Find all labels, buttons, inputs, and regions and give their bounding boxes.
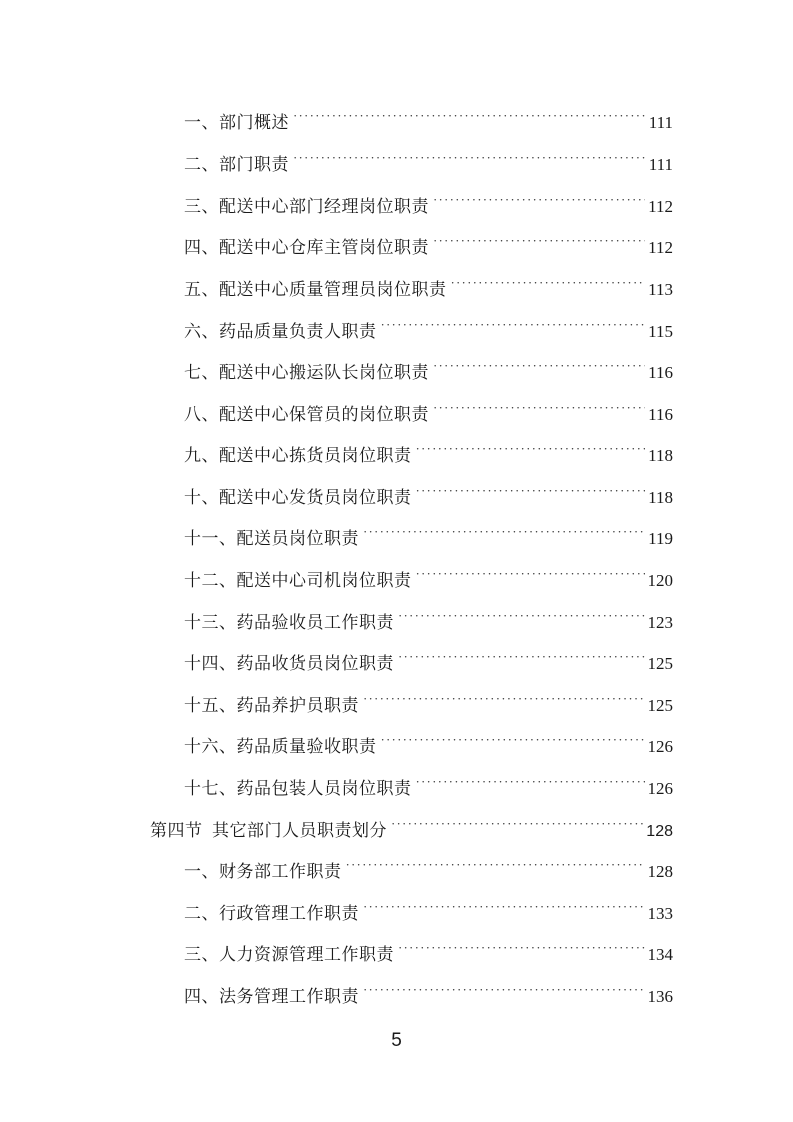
toc-entry[interactable] <box>184 229 673 257</box>
toc-entry-title: 十二、配送中心司机岗位职责 <box>184 571 412 590</box>
toc-entry[interactable] <box>184 604 673 632</box>
toc-section-entry[interactable] <box>150 812 673 840</box>
toc-entry[interactable] <box>184 562 673 590</box>
toc-entry-page: 128 <box>646 823 673 840</box>
dot-leader <box>416 437 646 461</box>
toc-entry-page: 118 <box>648 488 673 507</box>
toc-entry-page: 111 <box>648 113 673 132</box>
dot-leader <box>293 104 646 128</box>
toc-entry-title: 十五、药品养护员职责 <box>184 696 359 715</box>
toc-entry-page: 125 <box>647 696 673 715</box>
dot-leader <box>416 479 646 503</box>
dot-leader <box>451 271 646 295</box>
toc-entry[interactable] <box>184 978 673 1006</box>
toc-entry-page: 115 <box>648 322 673 341</box>
toc-entry-page: 125 <box>647 654 673 673</box>
dot-leader <box>433 229 645 253</box>
toc-entry[interactable] <box>184 645 673 673</box>
toc-entry-page: 119 <box>648 529 673 548</box>
toc-entry-page: 128 <box>647 862 673 881</box>
dot-leader <box>363 687 645 711</box>
toc-entry-title: 一、财务部工作职责 <box>184 862 342 881</box>
toc-entry-page: 112 <box>648 197 673 216</box>
dot-leader <box>363 520 645 544</box>
toc-entry-title: 一、部门概述 <box>184 113 289 132</box>
dot-leader <box>381 313 646 337</box>
toc-entry-title: 十四、药品收货员岗位职责 <box>184 654 394 673</box>
toc-entry-page: 133 <box>647 904 673 923</box>
toc-entry-title: 三、配送中心部门经理岗位职责 <box>184 197 429 216</box>
page-number: 5 <box>391 1030 402 1051</box>
dot-leader <box>398 936 645 960</box>
toc-entry-page: 120 <box>647 571 673 590</box>
toc-entry-title: 第四节 其它部门人员职责划分 <box>150 821 387 840</box>
toc-entry[interactable] <box>184 520 673 548</box>
toc-entry[interactable] <box>184 853 673 881</box>
toc-entry-title: 四、配送中心仓库主管岗位职责 <box>184 238 429 257</box>
toc-entry-page: 113 <box>648 280 673 299</box>
toc-entry-title: 二、行政管理工作职责 <box>184 904 359 923</box>
toc-entry-title: 八、配送中心保管员的岗位职责 <box>184 405 429 424</box>
toc-entry[interactable] <box>184 313 673 341</box>
toc-entry[interactable] <box>184 146 673 174</box>
dot-leader <box>391 812 643 836</box>
toc-entry-title: 二、部门职责 <box>184 155 289 174</box>
dot-leader <box>381 728 645 752</box>
toc-entry-title: 七、配送中心搬运队长岗位职责 <box>184 363 429 382</box>
dot-leader <box>416 770 645 794</box>
toc-entry-title: 十一、配送员岗位职责 <box>184 529 359 548</box>
toc-entry[interactable] <box>184 728 673 756</box>
toc-entry[interactable] <box>184 354 673 382</box>
toc-entry-title: 四、法务管理工作职责 <box>184 987 359 1006</box>
toc-entry-page: 112 <box>648 238 673 257</box>
toc-entry-page: 111 <box>648 155 673 174</box>
dot-leader <box>433 354 645 378</box>
toc-entry[interactable] <box>184 770 673 798</box>
toc-entry[interactable] <box>184 188 673 216</box>
toc-entry-title: 十七、药品包装人员岗位职责 <box>184 779 412 798</box>
toc-entry[interactable] <box>184 396 673 424</box>
toc-entry[interactable] <box>184 104 673 132</box>
dot-leader <box>433 396 645 420</box>
dot-leader <box>433 188 645 212</box>
toc-entry-title: 九、配送中心拣货员岗位职责 <box>184 446 412 465</box>
toc-entry[interactable] <box>184 687 673 715</box>
toc-entry-title: 十六、药品质量验收职责 <box>184 737 377 756</box>
toc-entry-title: 三、人力资源管理工作职责 <box>184 945 394 964</box>
toc-entry-page: 123 <box>647 613 673 632</box>
dot-leader <box>363 978 645 1002</box>
toc-entry-page: 116 <box>648 405 673 424</box>
toc-entry-title: 十、配送中心发货员岗位职责 <box>184 488 412 507</box>
toc-entry-page: 136 <box>647 987 673 1006</box>
toc-entry[interactable] <box>184 437 673 465</box>
dot-leader <box>346 853 645 877</box>
toc-entry-title: 六、药品质量负责人职责 <box>184 322 377 341</box>
toc-entry[interactable] <box>184 479 673 507</box>
toc-entry[interactable] <box>184 271 673 299</box>
dot-leader <box>293 146 646 170</box>
dot-leader <box>398 645 645 669</box>
dot-leader <box>398 604 645 628</box>
toc-entry[interactable] <box>184 895 673 923</box>
toc-entry-page: 134 <box>647 945 673 964</box>
toc-entry[interactable] <box>184 936 673 964</box>
toc-entry-page: 116 <box>648 363 673 382</box>
toc-entry-title: 十三、药品验收员工作职责 <box>184 613 394 632</box>
toc-entry-page: 118 <box>648 446 673 465</box>
toc-entry-title: 五、配送中心质量管理员岗位职责 <box>184 280 447 299</box>
dot-leader <box>363 895 645 919</box>
toc-entry-page: 126 <box>647 737 673 756</box>
dot-leader <box>416 562 645 586</box>
toc-entry-page: 126 <box>647 779 673 798</box>
